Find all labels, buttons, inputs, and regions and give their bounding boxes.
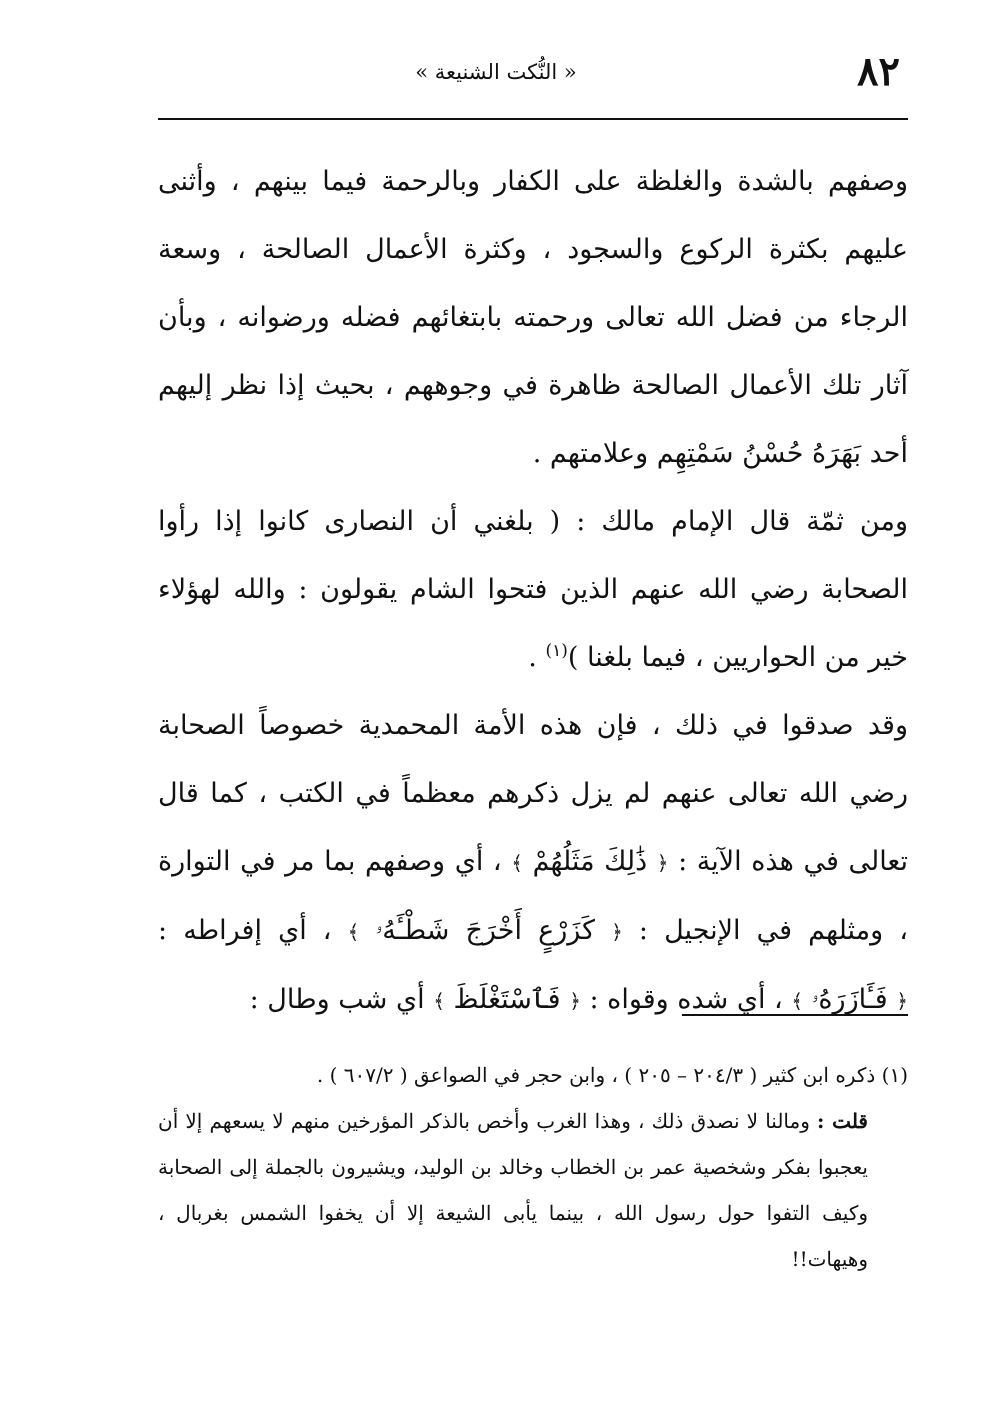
footnote-comment-label: قلت :: [817, 1109, 868, 1133]
paragraph-3: [158, 692, 908, 1035]
page-number: ٨٢: [857, 48, 900, 95]
quran-bracket-close: ﴾: [511, 851, 523, 875]
main-text: [158, 148, 908, 1035]
paragraph-2-text: ومن ثمّة قال الإمام مالك : ( بلغني أن النصارى كانوا إذا رأوا الصحابة رضي الله عنهم الذين فتحوا الشام يقولون : والله لهؤلاء خير من الحواريين ، فيما بلغنا ): [158, 506, 908, 673]
quran-text-3: فَـَٔازَرَهُۥ: [811, 984, 888, 1015]
quran-bracket-open: ﴿: [611, 920, 623, 944]
paragraph-3-text-b: ، أي وصفهم بما مر في التوارة ، ومثلهم في الإنجيل :: [158, 846, 908, 946]
paragraph-3-text-c: ، أي إفراطه :: [158, 915, 348, 946]
quran-quote-4: [433, 984, 581, 1015]
header-rule: [158, 118, 908, 120]
paragraph-2: [158, 488, 908, 692]
footnote-comment-text: ومالنا لا نصدق ذلك ، وهذا الغرب وأخص بالذكر المؤرخين منهم لا يسعهم إلا أن يعجبوا بفكر وشخصية عمر بن الخطاب وخالد بن الوليد، ويشيرون بالجملة إلى الصحابة وكيف التفوا حول رسول الله ، بينما يأبى الشيعة إلا أن يخفوا الشمس بغربال ، وهيهات!!: [158, 1109, 868, 1271]
footnote-rule: [682, 1014, 908, 1016]
running-title: « النُّكت الشنيعة »: [415, 60, 577, 84]
footnote-reference: (١): [545, 641, 568, 661]
footnotes: [158, 1052, 908, 1282]
paragraph-3-text-d: ، أي شده وقواه :: [580, 984, 792, 1015]
footnote-comment: [158, 1098, 908, 1282]
paragraph-2-end: .: [528, 642, 546, 673]
paragraph-1: وصفهم بالشدة والغلظة على الكفار وبالرحمة فيما بينهم ، وأثنى عليهم بكثرة الركوع والسجود ، وكثرة الأعمال الصالحة ، وسعة الرجاء من فضل الله تعالى ورحمته بابتغائهم فضله ورضوانه ، وبأن آثار تلك الأعمال الصالحة ظاهرة في وجوههم ، بحيث إذا نظر إليهم أحد بَهَرَهُ حُسْنُ سَمْتِهِم وعلامتهم .: [158, 166, 908, 469]
quran-text-2: كَزَرْعٍ أَخْرَجَ شَطْـَٔهُۥ: [375, 915, 595, 946]
quran-bracket-close: ﴾: [433, 989, 445, 1013]
quran-quote-1: [511, 846, 668, 877]
paragraph-3-text-a: وقد صدقوا في ذلك ، فإن هذه الأمة المحمدية خصوصاً الصحابة رضي الله تعالى عنهم لم يزل ذكرهم معظماً في الكتب ، كما قال تعالى في هذه الآية :: [158, 710, 908, 877]
paragraph-3-text-e: أي شب وطال :: [249, 984, 434, 1015]
footnote-1: (١) ذكره ابن كثير ( ٢٠٤/٣ – ٢٠٥ ) ، وابن حجر في الصواعق ( ٦٠٧/٢ ) .: [316, 1063, 908, 1087]
quran-text-4: فَٱسْتَغْلَظَ: [453, 984, 561, 1015]
quran-quote-3: [791, 984, 908, 1015]
quran-bracket-close: ﴾: [347, 920, 360, 944]
quran-quote-2: [348, 915, 623, 946]
quran-bracket-close: ﴾: [791, 989, 804, 1013]
quran-text-1: ذَٰلِكَ مَثَلُهُمْ: [532, 846, 648, 877]
quran-bracket-open: ﴿: [896, 989, 908, 1013]
quran-bracket-open: ﴿: [569, 989, 581, 1013]
quran-bracket-open: ﴿: [656, 851, 669, 875]
